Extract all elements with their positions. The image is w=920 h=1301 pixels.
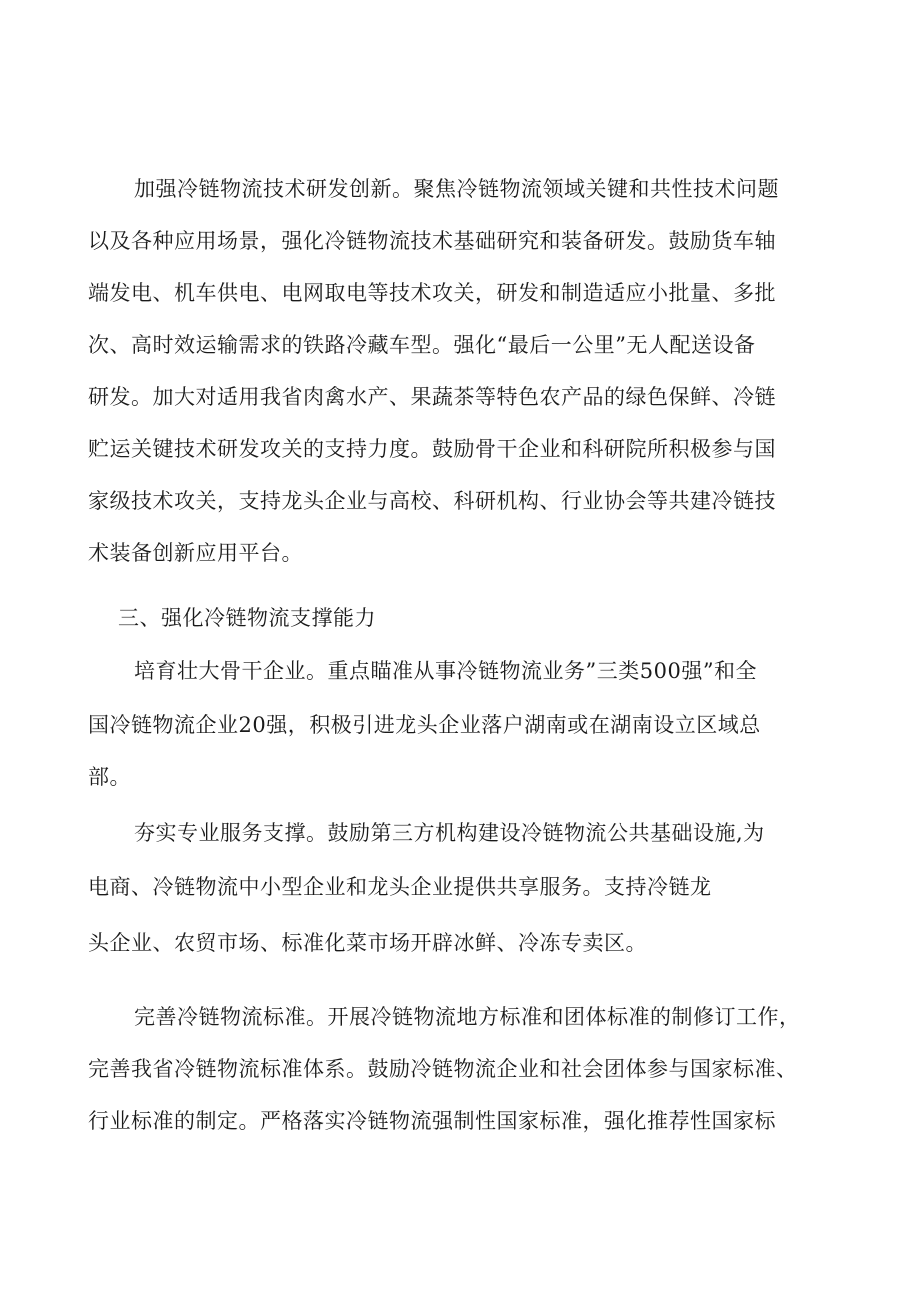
text-line: 夯实专业服务支撑。鼓励第三方机构建设冷链物流公共基础设施,为 xyxy=(134,821,765,845)
text-line: 研发。加大对适用我省肉禽水产、果蔬茶等特色农产品的绿色保鲜、冷链 xyxy=(88,385,776,409)
text-line: 完善冷链物流标准。开展冷链物流地方标准和团体标准的制修订工作， xyxy=(134,1005,801,1029)
text-line: 部。 xyxy=(88,765,131,789)
text-line: 培育壮大骨干企业。重点瞄准从事冷链物流业务”三类500强”和全 xyxy=(134,659,758,683)
text-line: 以及各种应用场景，强化冷链物流技术基础研究和装备研发。鼓励货车轴 xyxy=(88,229,776,253)
text-line: 次、高时效运输需求的铁路冷藏车型。强化“最后一公里”无人配送设备 xyxy=(88,333,756,357)
text-line: 国冷链物流企业20强，积极引进龙头企业落户湖南或在湖南设立区域总 xyxy=(88,713,761,737)
section-heading-text: 三、强化冷链物流支撑能力 xyxy=(118,606,376,630)
text-line: 术装备创新应用平台。 xyxy=(88,541,303,565)
text-line: 家级技术攻关，支持龙头企业与高校、科研机构、行业协会等共建冷链技 xyxy=(88,489,776,513)
text-line: 端发电、机车供电、电网取电等技术攻关，研发和制造适应小批量、多批 xyxy=(88,281,776,305)
text-line: 贮运关键技术研发攻关的支持力度。鼓励骨干企业和科研院所积极参与国 xyxy=(88,437,776,461)
text-line: 电商、冷链物流中小型企业和龙头企业提供共享服务。支持冷链龙 xyxy=(88,875,712,899)
text-line: 加强冷链物流技术研发创新。聚焦冷链物流领域关键和共性技术问题 xyxy=(134,177,779,201)
text-line: 完善我省冷链物流标准体系。鼓励冷链物流企业和社会团体参与国家标准、 xyxy=(88,1057,798,1081)
text-line: 行业标准的制定。严格落实冷链物流强制性国家标准，强化推荐性国家标 xyxy=(88,1109,776,1133)
text-line: 头企业、农贸市场、标准化菜市场开辟冰鲜、冷冻专卖区。 xyxy=(88,931,647,955)
